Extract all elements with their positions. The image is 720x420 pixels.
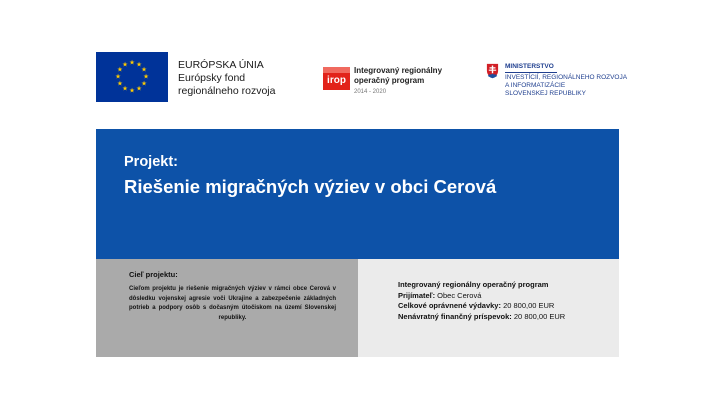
goal-text: Cieľom projektu je riešenie migračných výziev v rámci obce Cerová v dôsledku vojenskej agresie voči Ukrajine a zabezpečenie základných potrieb a podpory osôb s dočasným útočiskom na území Slovenskej republiky. <box>129 286 336 321</box>
eligible-expenses-label: Celkové oprávnené výdavky: <box>398 301 501 310</box>
project-title: Riešenie migračných výziev v obci Cerová <box>124 176 497 197</box>
irop-logo-text: irop <box>327 75 346 86</box>
ministry-title: MINISTERSTVO <box>505 63 554 70</box>
ministry-line2: A INFORMATIZÁCIE <box>505 82 566 89</box>
svg-text:★: ★ <box>122 60 128 69</box>
eu-line2: Európsky fond <box>178 72 246 84</box>
svg-text:★: ★ <box>116 65 123 74</box>
slovak-crest-icon <box>486 63 499 79</box>
ministry-name <box>505 63 627 98</box>
svg-text:★: ★ <box>136 84 142 93</box>
ministry-divider <box>505 72 557 73</box>
svg-text:★: ★ <box>116 79 123 88</box>
svg-text:★: ★ <box>129 58 135 67</box>
goal-heading: Cieľ projektu: <box>129 270 178 279</box>
svg-text:★: ★ <box>141 65 148 74</box>
info-lines <box>398 280 565 322</box>
irop-logo <box>323 67 350 90</box>
svg-text:★: ★ <box>141 79 148 88</box>
grant-row <box>398 312 565 323</box>
svg-text:★: ★ <box>129 86 135 95</box>
svg-text:★: ★ <box>143 72 149 81</box>
eligible-expenses-value: 20 800,00 EUR <box>503 301 555 310</box>
irop-name-line2: operačný program <box>354 76 425 85</box>
project-label: Projekt: <box>124 154 178 170</box>
eu-line1: EURÓPSKA ÚNIA <box>178 59 264 71</box>
irop-years: 2014 - 2020 <box>354 89 387 95</box>
eu-flag-logo <box>96 52 168 102</box>
eu-stars-icon <box>96 52 168 102</box>
eu-logo-text <box>178 59 275 98</box>
recipient-row <box>398 291 565 302</box>
recipient-label: Prijímateľ: <box>398 290 436 300</box>
irop-name <box>354 66 442 97</box>
grant-value: 20 800,00 EUR <box>513 311 566 321</box>
recipient-value: Obec Cerová <box>437 290 482 300</box>
eligible-expenses-row <box>398 301 565 312</box>
grant-label: Nenávratný finančný príspevok: <box>398 311 512 321</box>
ministry-line3: SLOVENSKEJ REPUBLIKY <box>505 90 586 97</box>
svg-text:★: ★ <box>122 84 128 93</box>
eu-line3: regionálneho rozvoja <box>178 85 276 97</box>
irop-name-line1: Integrovaný regionálny <box>354 66 443 75</box>
program-name: Integrovaný regionálny operačný program <box>398 280 549 289</box>
svg-text:★: ★ <box>115 72 121 81</box>
svg-text:★: ★ <box>136 60 142 69</box>
ministry-line1: INVESTÍCIÍ, REGIONÁLNEHO ROZVOJA <box>505 74 628 81</box>
